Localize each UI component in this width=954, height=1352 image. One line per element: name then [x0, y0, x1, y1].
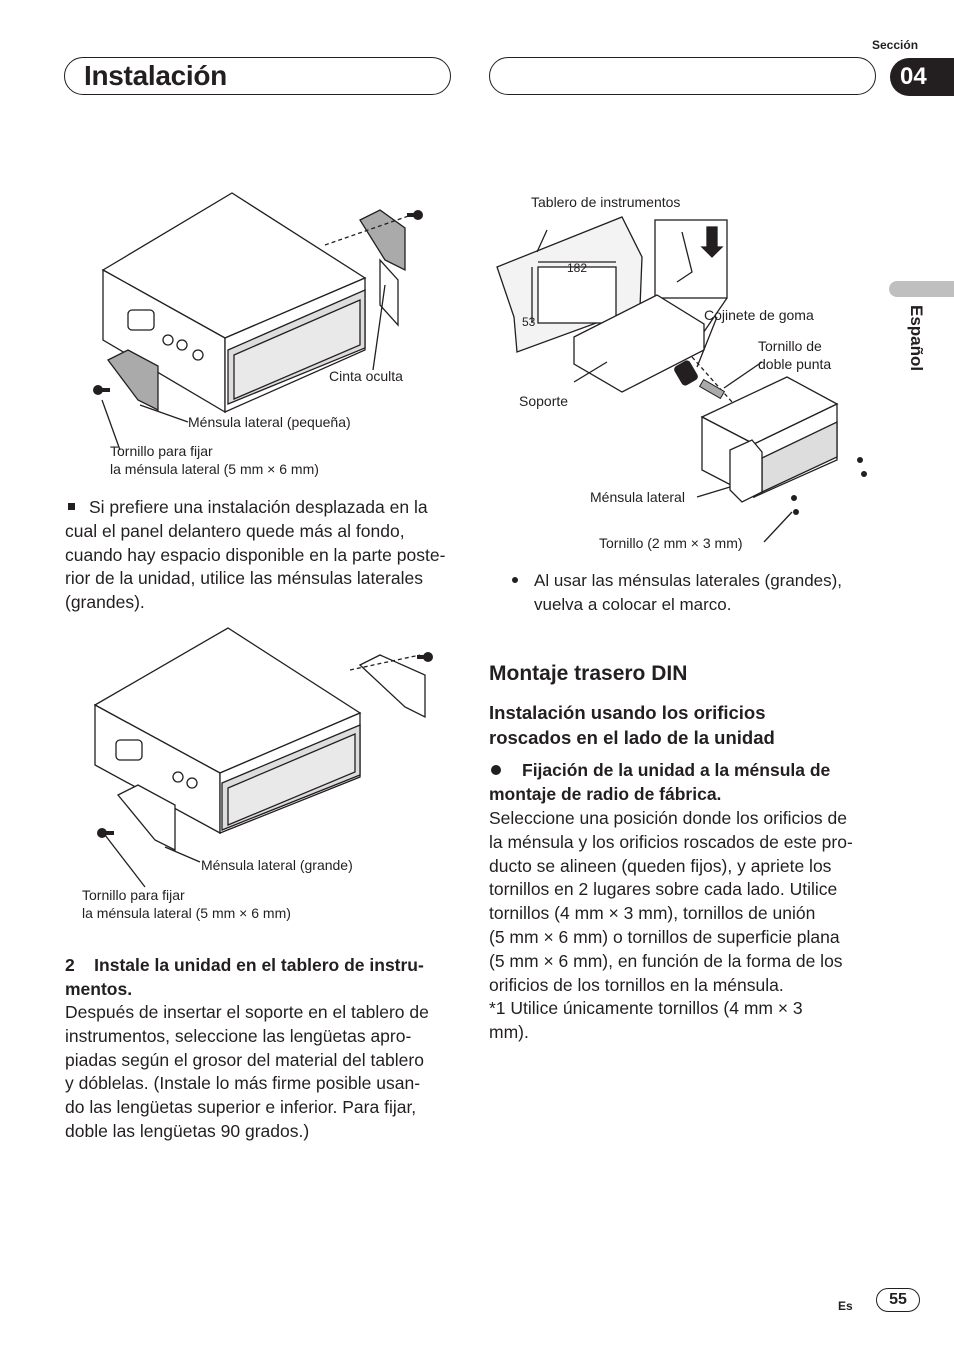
frame-note — [534, 569, 874, 617]
header-right-frame — [489, 57, 876, 95]
side-bracket — [730, 440, 762, 502]
item-title-line: montaje de radio de fábrica. — [489, 783, 722, 804]
note-line: rior de la unidad, utilice las ménsulas laterales — [65, 568, 423, 589]
note-line: cual el panel delantero quede más al fondo, — [65, 520, 405, 541]
item-line: tornillos en 2 lugares sobre cada lado. Utilice — [489, 879, 838, 900]
language-label: Español — [907, 305, 926, 372]
item-line: *1 Utilice únicamente tornillos (4 mm × 3 — [489, 998, 803, 1019]
footer-language-code: Es — [838, 1299, 853, 1313]
caption-dashboard: Tablero de instrumentos — [531, 194, 681, 210]
step-line: y dóblelas. (Instale lo más firme posible usan- — [65, 1073, 421, 1094]
note-line: Si prefiere una instalación desplazada en la — [89, 497, 428, 517]
section-label: Sección — [872, 38, 919, 52]
caption-side-bracket: Ménsula lateral — [590, 489, 685, 505]
step-2-title — [65, 954, 455, 1002]
dimension-height-label: 53 — [522, 315, 536, 329]
item-line: (5 mm × 6 mm), en función de la forma de los — [489, 950, 843, 971]
item-line: orificios de los tornillos en la ménsula. — [489, 974, 784, 995]
caption-hidden-tape: Cinta oculta — [329, 368, 403, 384]
caption-screw: Tornillo (2 mm × 3 mm) — [599, 535, 743, 551]
item-line: la ménsula y los orificios roscados de este pro- — [489, 831, 853, 852]
subheading-line: Instalación usando los orificios — [489, 702, 766, 723]
note-line: (grandes). — [65, 592, 145, 613]
item-title-line: Fijación de la unidad a la ménsula de — [522, 760, 831, 780]
caption-stud-line1: Tornillo de — [758, 338, 822, 354]
step-line: instrumentos, seleccione las lengüetas apro- — [65, 1025, 412, 1046]
subheading-line: roscados en el lado de la unidad — [489, 727, 775, 748]
caption-screw-line1: Tornillo para fijar — [82, 887, 185, 903]
item-line: ducto se alineen (queden fijos), y apriete los — [489, 855, 832, 876]
language-tab-marker — [889, 281, 954, 297]
item-line: tornillos (4 mm × 3 mm), tornillos de unión — [489, 903, 816, 924]
item-line: Seleccione una posición donde los orificios de — [489, 808, 848, 828]
note-line: cuando hay espacio disponible en la parte poste- — [65, 544, 446, 565]
caption-stud-line2: doble punta — [758, 356, 832, 372]
page-title: Instalación — [84, 60, 227, 91]
step-line: piadas según el grosor del material del tablero — [65, 1049, 424, 1070]
offset-installation-note — [65, 496, 455, 615]
section-number-badge: 04 — [890, 58, 954, 96]
caption-screw-line2: la ménsula lateral (5 mm × 6 mm) — [110, 461, 319, 477]
factory-bracket-body — [489, 807, 889, 1045]
factory-bracket-title — [489, 759, 884, 807]
caption-large-bracket: Ménsula lateral (grande) — [201, 857, 353, 873]
caption-screw-line1: Tornillo para fijar — [110, 443, 213, 459]
caption-rubber-bushing: Cojinete de goma — [704, 307, 814, 323]
page-number: 55 — [876, 1288, 920, 1312]
dimension-width-label: 182 — [567, 261, 588, 275]
frame-note-line: vuelva a colocar el marco. — [534, 594, 732, 614]
step-line: doble las lengüetas 90 grados.) — [65, 1120, 310, 1141]
step-line: Después de insertar el soporte en el tablero de — [65, 1002, 429, 1022]
stud-bolt-icon — [700, 380, 725, 399]
item-line: (5 mm × 6 mm) o tornillos de superficie plana — [489, 926, 840, 947]
din-rear-mount-heading: Montaje trasero DIN — [489, 662, 688, 685]
large-bracket-right — [360, 655, 425, 717]
threaded-holes-subheading — [489, 700, 879, 750]
caption-sleeve: Soporte — [519, 393, 569, 409]
step-title-line: mentos. — [65, 978, 133, 999]
caption-small-bracket: Ménsula lateral (pequeña) — [188, 414, 351, 430]
figure-large-bracket-installation — [80, 625, 450, 885]
figure-small-bracket-installation — [80, 190, 450, 430]
frame-note-line: Al usar las ménsulas laterales (grandes), — [534, 571, 843, 590]
step-line: do las lengüetas superior e inferior. Para fijar, — [65, 1097, 417, 1118]
step-2-body — [65, 1001, 460, 1144]
caption-screw-line2: la ménsula lateral (5 mm × 6 mm) — [82, 905, 291, 921]
hidden-tape — [380, 260, 398, 325]
item-line: mm). — [489, 1022, 529, 1043]
step-title-line: 2 Instale la unidad en el tablero de instru- — [65, 955, 424, 975]
frame-bullet — [512, 577, 518, 583]
